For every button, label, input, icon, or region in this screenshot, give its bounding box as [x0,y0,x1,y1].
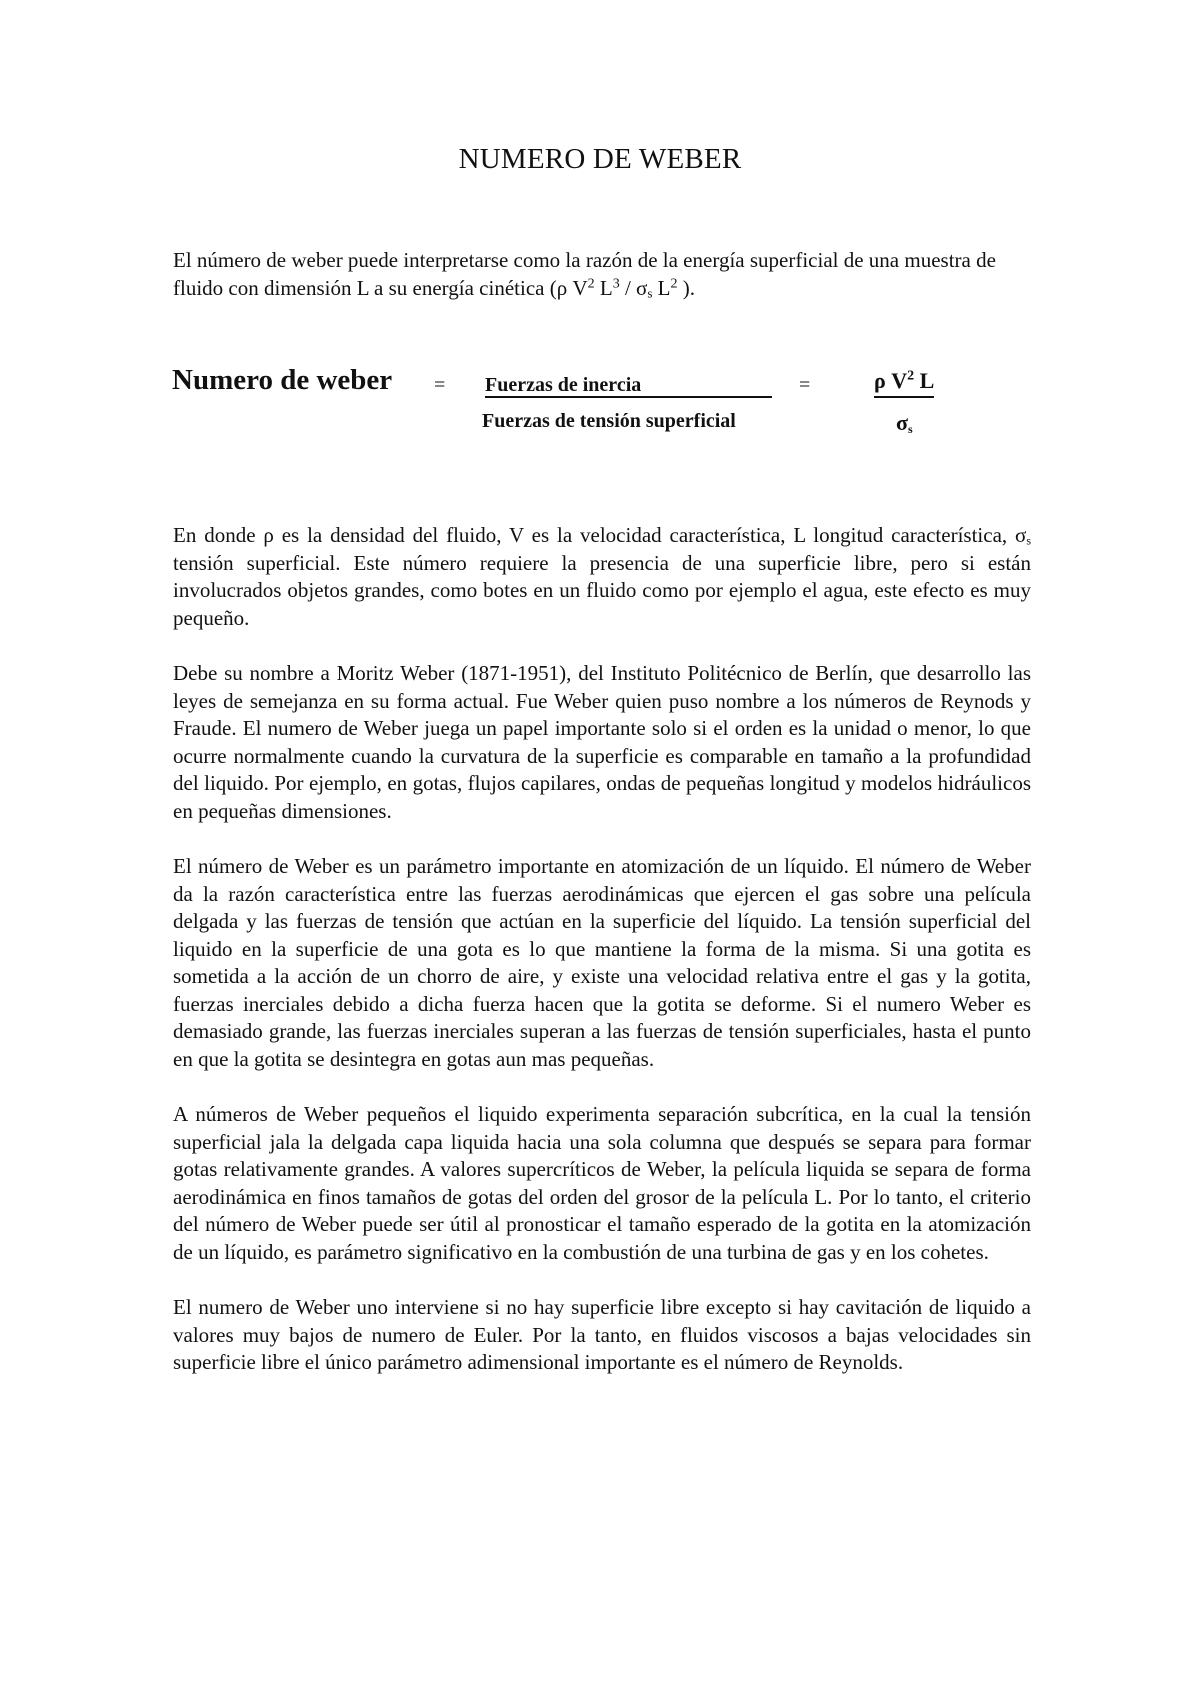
intro-text-mid-1: L [594,276,613,300]
paragraph-1-a: En donde ρ es la densidad del fluido, V es la velocidad característica, L longitud característica, σ [173,523,1027,547]
intro-text-after: ). [677,276,695,300]
intro-text-mid-3: L [652,276,671,300]
paragraph-3: El número de Weber es un parámetro importante en atomización de un líquido. El número de Weber da la razón característica entre las fuerzas aerodinámicas que ejercen el gas sobre una película delgada y las fuerzas de tensión que actúan en la superficie del líquido. La tensión superficial del liquido en la superficie de una gota es lo que mantiene la forma de la misma. Si una gotita es sometida a la acción de un chorro de aire, y existe una velocidad relativa entre el gas y la gotita, fuerzas inerciales debido a dicha fuerza hacen que la gotita se deforme. Si el numero Weber es demasiado grande, las fuerzas inerciales superan a las fuerzas de tensión superficiales, hasta el punto en que la gotita se desintegra en gotas aun mas pequeñas. [173,854,1031,1071]
formula-equals-1: = [434,374,446,396]
intro-sup-1: 2 [587,276,595,292]
rhs-den-sub: s [907,422,913,436]
rhs-num-sup: 2 [907,368,915,384]
paragraph-5: El numero de Weber uno interviene si no hay superficie libre excepto si hay cavitación de liquido a valores muy bajos de numero de Euler. Por la tanto, en fluidos viscosos a bajas velocidades sin superficie libre el único parámetro adimensional importante es el número de Reynolds. [173,1295,1031,1374]
formula-label: Numero de weber [172,364,393,396]
intro-sup-2: 3 [612,276,620,292]
rhs-num-tail: L [914,368,935,393]
formula-numerator: Fuerzas de inercia [485,374,772,398]
paragraph-1 [173,522,1031,632]
intro-sup-3: 2 [670,276,678,292]
formula-rhs-denominator [896,410,913,436]
intro-paragraph [173,246,1031,302]
paragraph-4: A números de Weber pequeños el liquido experimenta separación subcrítica, en la cual la tensión superficial jala la delgada capa liquida hacia una sola columna que después se separa para formar gotas relativamente grandes. A valores supercríticos de Weber, la película liquida se separa de forma aerodinámica en finos tamaños de gotas del orden del grosor de la película L. Por lo tanto, el criterio del número de Weber puede ser útil al pronosticar el tamaño esperado de la gotita en la atomización de un líquido, es parámetro significativo en la combustión de una turbina de gas y en los cohetes. [173,1102,1031,1264]
rhs-num-base: ρ V [874,368,908,393]
weber-formula [172,364,1052,444]
formula-denominator: Fuerzas de tensión superficial [482,410,736,432]
paragraph-2: Debe su nombre a Moritz Weber (1871-1951), del Instituto Politécnico de Berlín, que desarrollo las leyes de semejanza en su forma actual. Fue Weber quien puso nombre a los números de Reynods y Fraude. El numero de Weber juega un papel importante solo si el orden es la unidad o menor, lo que ocurre normalmente cuando la curvatura de la superficie es comparable en tamaño a la profundidad del liquido. Por ejemplo, en gotas, flujos capilares, ondas de pequeñas longitud y modelos hidráulicos en pequeñas dimensiones. [173,661,1031,823]
intro-text-mid-2: / σ [619,276,648,300]
page-title: NUMERO DE WEBER [458,143,742,175]
paragraph-1-sub: s [1026,533,1031,548]
intro-text-before: El número de weber puede interpretarse como la razón de la energía superficial de una muestra de fluido con dimensión L a su energía cinética (ρ V [173,248,996,300]
formula-rhs-numerator [874,366,934,398]
rhs-den-base: σ [896,410,908,435]
paragraph-1-b: tensión superficial. Este número requiere la presencia de una superficie libre, pero si están involucrados objetos grandes, como botes en un fluido como por ejemplo el agua, este efecto es muy pequeño. [173,550,1031,630]
formula-equals-2: = [799,374,811,396]
intro-sub-1: s [647,285,653,301]
body-text [173,522,1031,1405]
